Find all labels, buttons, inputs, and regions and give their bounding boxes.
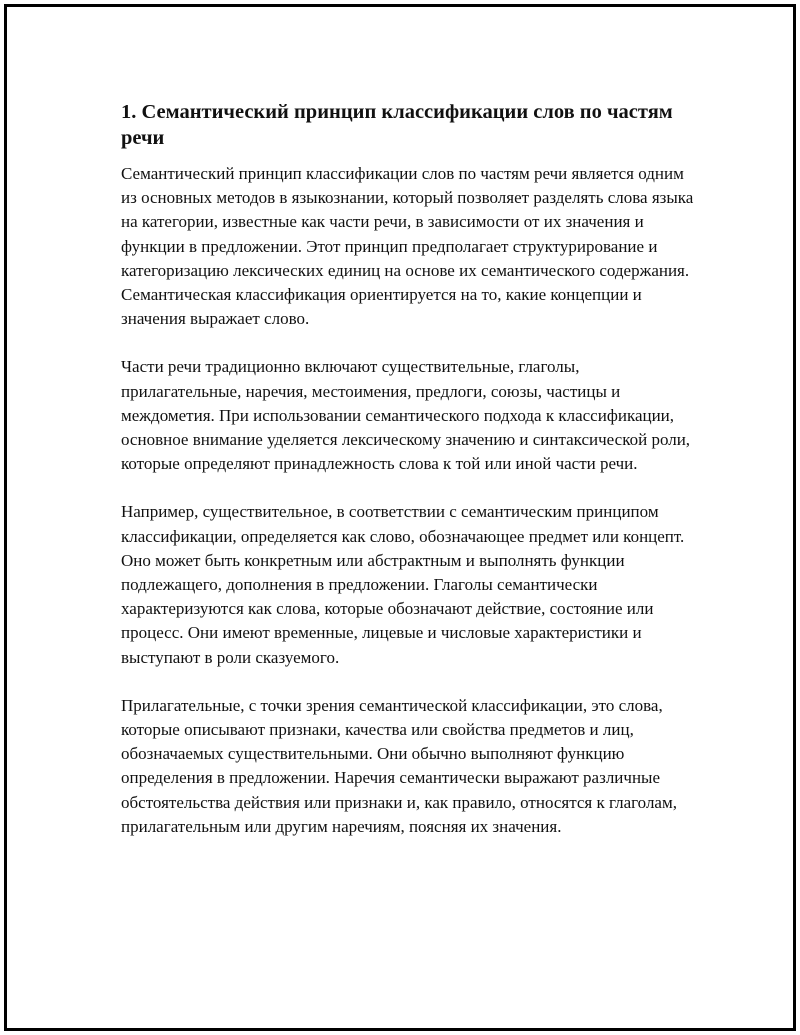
section-heading: 1. Семантический принцип классификации слов по частям речи [121, 101, 673, 149]
paragraph-intro: Семантический принцип классификации слов по частям речи является одним из основных методов в языкознании, который позволяет разделять слова языка на категории, известные как части речи, в зависимости от их значения и функции в предложении. Этот принцип предполагает структурирование и категоризацию лексических единиц на основе их семантического содержания. Семантическая классификация ориентируется на то, какие концепции и значения выражает слово. [121, 164, 694, 329]
paragraph-adjectives-adverbs: Прилагательные, с точки зрения семантической классификации, это слова, которые описывают признаки, качества или свойства предметов и лиц, обозначаемых существительными. Они обычно выполняют функцию определения в предложении. Наречия семантически выражают различные обстоятельства действия или признаки и, как правило, относятся к глаголам, прилагательным или другим наречиям, поясняя их значения. [121, 695, 677, 836]
paragraph-nouns-verbs: Например, существительное, в соответствии с семантическим принципом классификации, определяется как слово, обозначающее предмет или концепт. Оно может быть конкретным или абстрактным и выполнять функции подлежащего, дополнения в предложении. Глаголы семантически характеризуются как слова, которые обозначают действие, состояние или процесс. Они имеют временные, лицевые и числовые характеристики и выступают в роли сказуемого. [121, 502, 685, 667]
page-frame [4, 4, 796, 1031]
document-body [121, 99, 695, 863]
paragraph-parts-of-speech: Части речи традиционно включают существительные, глаголы, прилагательные, наречия, местоимения, предлоги, союзы, частицы и междометия. При использовании семантического подхода к классификации, основное внимание уделяется лексическому значению и синтаксической роли, которые определяют принадлежность слова к той или иной части речи. [121, 357, 691, 474]
